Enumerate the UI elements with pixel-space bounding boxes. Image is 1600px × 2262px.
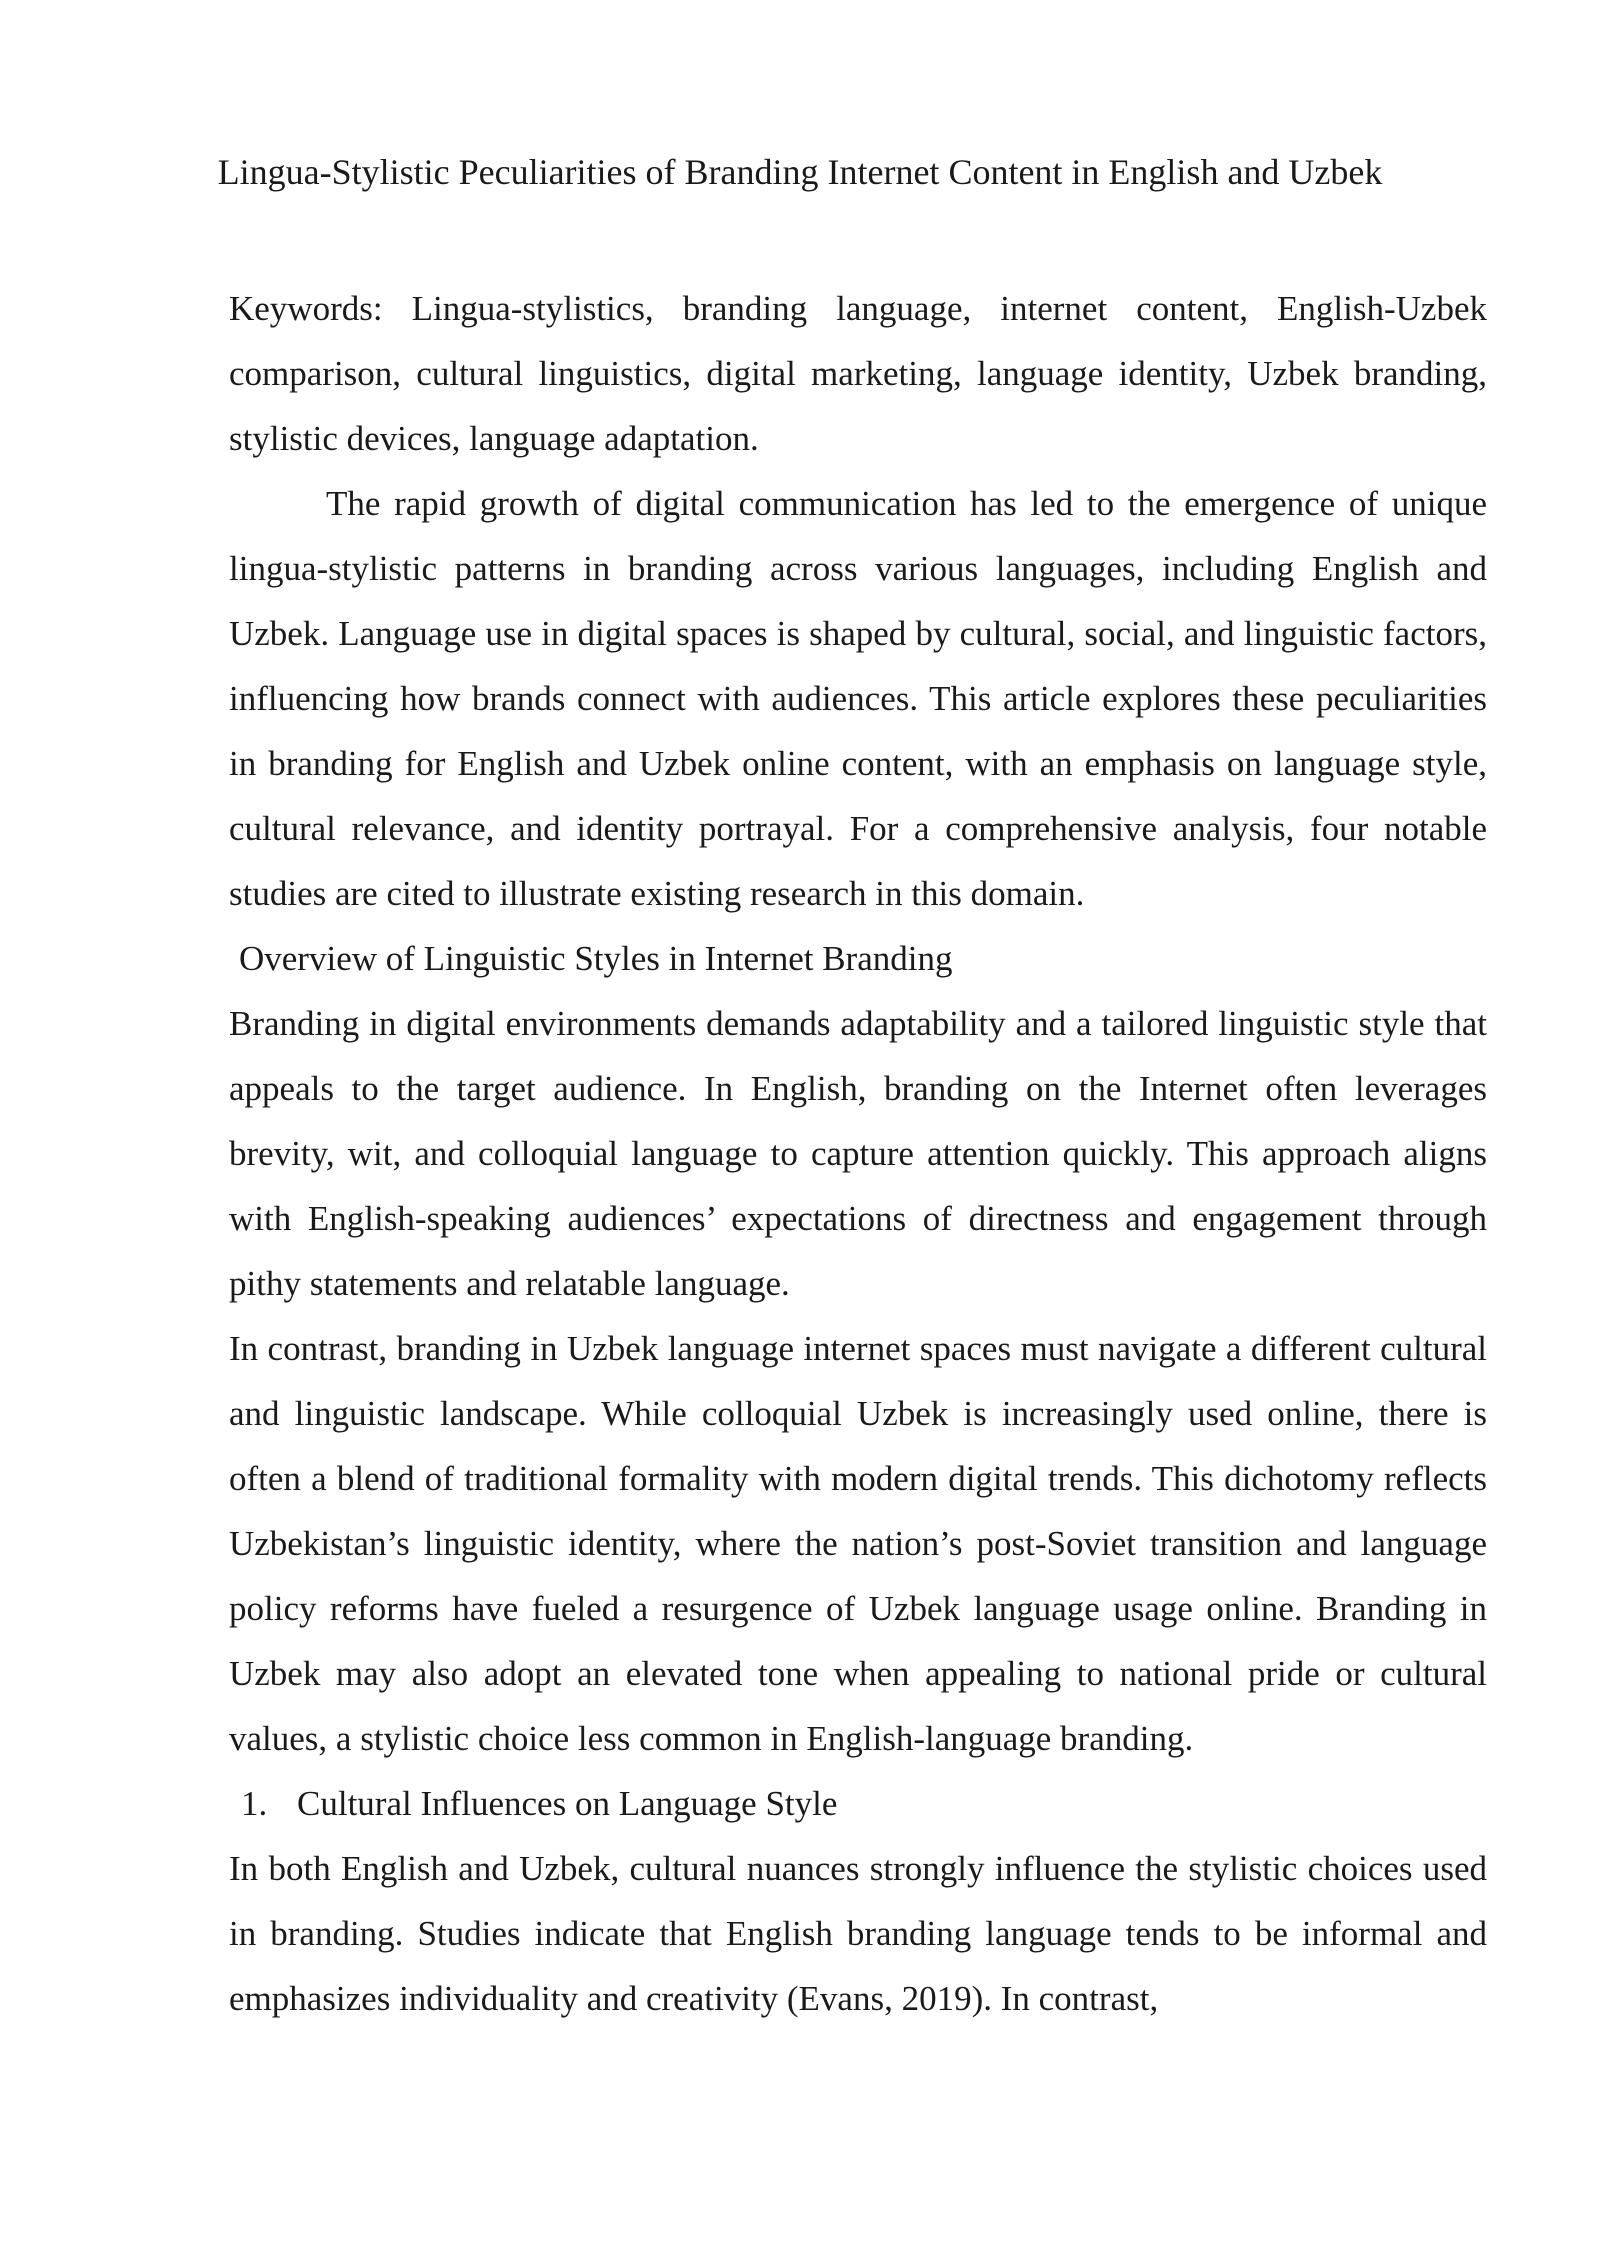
document-body (229, 276, 1487, 2031)
list-heading-text: Cultural Influences on Language Style (297, 1784, 838, 1823)
overview-paragraph-2: In contrast, branding in Uzbek language internet spaces must navigate a different cultural and linguistic landscape. While colloquial Uzbek is increasingly used online, there is often a blend of traditional formality with modern digital trends. This dichotomy reflects Uzbekistan’s linguistic identity, where the nation’s post-Soviet transition and language policy reforms have fueled a resurgence of Uzbek language usage online. Branding in Uzbek may also adopt an elevated tone when appealing to national pride or cultural values, a stylistic choice less common in English-language branding. (229, 1329, 1487, 1758)
section-heading-overview: Overview of Linguistic Styles in Internet Branding (239, 939, 953, 978)
keywords-paragraph: Keywords: Lingua-stylistics, branding language, internet content, English-Uzbek comparison, cultural linguistics, digital marketing, language identity, Uzbek branding, stylistic devices, language adaptation. (229, 289, 1487, 458)
list-heading-cultural-influences (229, 1771, 1487, 1836)
intro-paragraph: The rapid growth of digital communication has led to the emergence of unique lingua-stylistic patterns in branding across various languages, including English and Uzbek. Language use in digital spaces is shaped by cultural, social, and linguistic factors, influencing how brands connect with audiences. This article explores these peculiarities in branding for English and Uzbek online content, with an emphasis on language style, cultural relevance, and identity portrayal. For a comprehensive analysis, four notable studies are cited to illustrate existing research in this domain. (229, 484, 1487, 913)
list-number: 1. (241, 1784, 268, 1823)
overview-paragraph-1: Branding in digital environments demands adaptability and a tailored linguistic style that appeals to the target audience. In English, branding on the Internet often leverages brevity, wit, and colloquial language to capture attention quickly. This approach aligns with English-speaking audiences’ expectations of directness and engagement through pithy statements and relatable language. (229, 1004, 1487, 1303)
cultural-influences-paragraph: In both English and Uzbek, cultural nuances strongly influence the stylistic choices used in branding. Studies indicate that English branding language tends to be informal and emphasizes individuality and creativity (Evans, 2019). In contrast, (229, 1849, 1487, 2018)
document-title: Lingua-Stylistic Peculiarities of Branding Internet Content in English and Uzbek (217, 152, 1383, 192)
